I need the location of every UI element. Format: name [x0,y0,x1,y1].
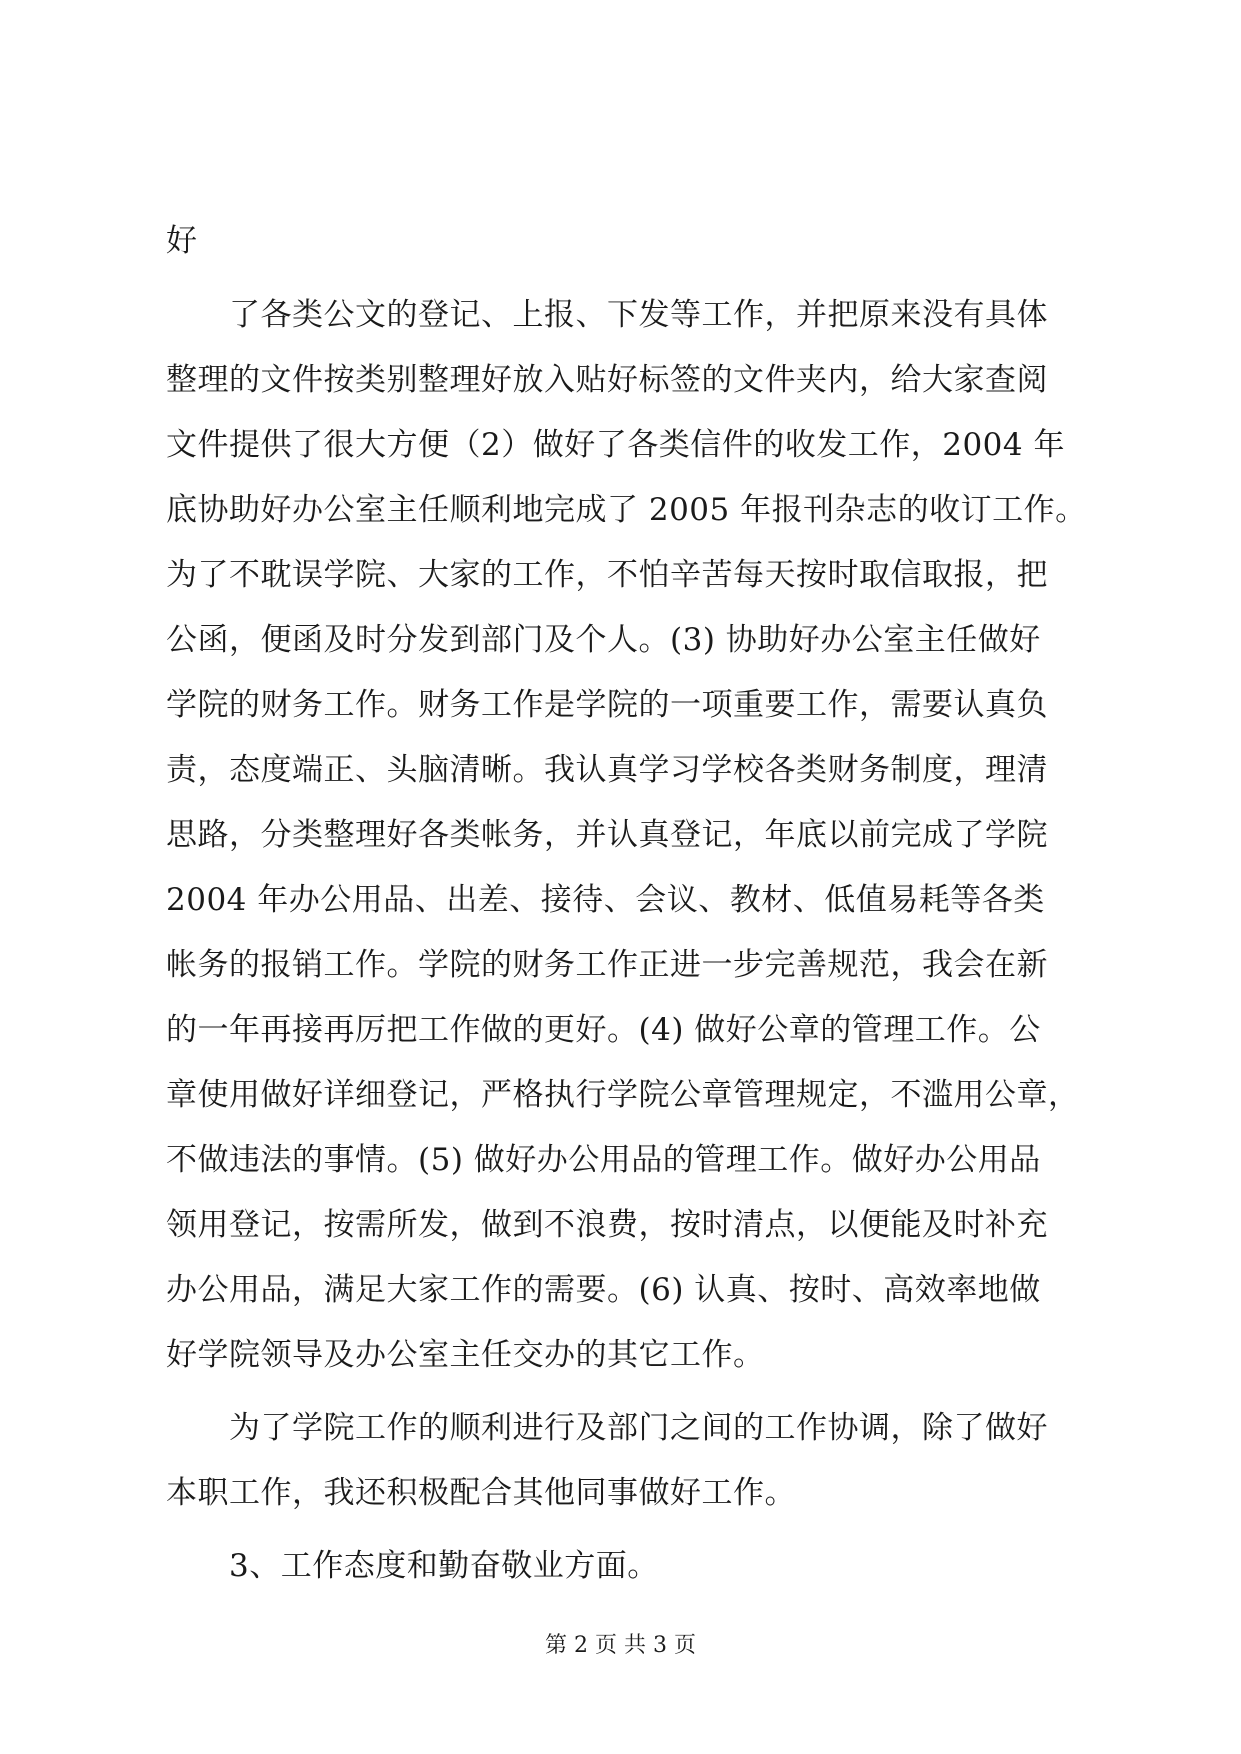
page-number-label: 第 2 页 共 3 页 [545,1633,696,1658]
text-line: 帐务的报销工作。学院的财务工作正进一步完善规范，我会在新 [166,947,1048,983]
text-line: 整理的文件按类别整理好放入贴好标签的文件夹内，给大家查阅 [166,362,1048,398]
text-line: 了各类公文的登记、上报、下发等工作，并把原来没有具体 [166,297,1048,333]
text-line: 领用登记，按需所发，做到不浪费，按时清点，以便能及时补充 [166,1207,1048,1243]
text-line: 思路，分类整理好各类帐务，并认真登记，年底以前完成了学院 [166,817,1048,853]
text-line: 学院的财务工作。财务工作是学院的一项重要工作，需要认真负 [166,687,1048,723]
text-line: 文件提供了很大方便（2）做好了各类信件的收发工作，2004 年 [166,427,1065,463]
text-line: 为了学院工作的顺利进行及部门之间的工作协调，除了做好 [166,1410,1048,1446]
text-line: 不做违法的事情。(5) 做好办公用品的管理工作。做好办公用品 [166,1142,1041,1178]
text-line: 2004 年办公用品、出差、接待、会议、教材、低值易耗等各类 [166,882,1045,918]
document-body [166,223,1096,1584]
text-line: 底协助好办公室主任顺利地完成了 2005 年报刊杂志的收订工作。 [166,492,1087,528]
text-line: 责，态度端正、头脑清晰。我认真学习学校各类财务制度，理清 [166,752,1048,788]
text-line: 好 [166,223,198,259]
page-footer [0,1635,1241,1657]
text-line: 章使用做好详细登记，严格执行学院公章管理规定，不滥用公章， [166,1077,1080,1113]
text-line: 好学院领导及办公室主任交办的其它工作。 [166,1337,765,1373]
text-line: 的一年再接再厉把工作做的更好。(4) 做好公章的管理工作。公 [166,1012,1041,1048]
text-line: 为了不耽误学院、大家的工作，不怕辛苦每天按时取信取报，把 [166,557,1048,593]
text-line: 3、工作态度和勤奋敬业方面。 [166,1548,659,1584]
text-line: 办公用品，满足大家工作的需要。(6) 认真、按时、高效率地做 [166,1272,1041,1308]
text-line: 公函，便函及时分发到部门及个人。(3) 协助好办公室主任做好 [166,622,1041,658]
text-line: 本职工作，我还积极配合其他同事做好工作。 [166,1475,796,1511]
